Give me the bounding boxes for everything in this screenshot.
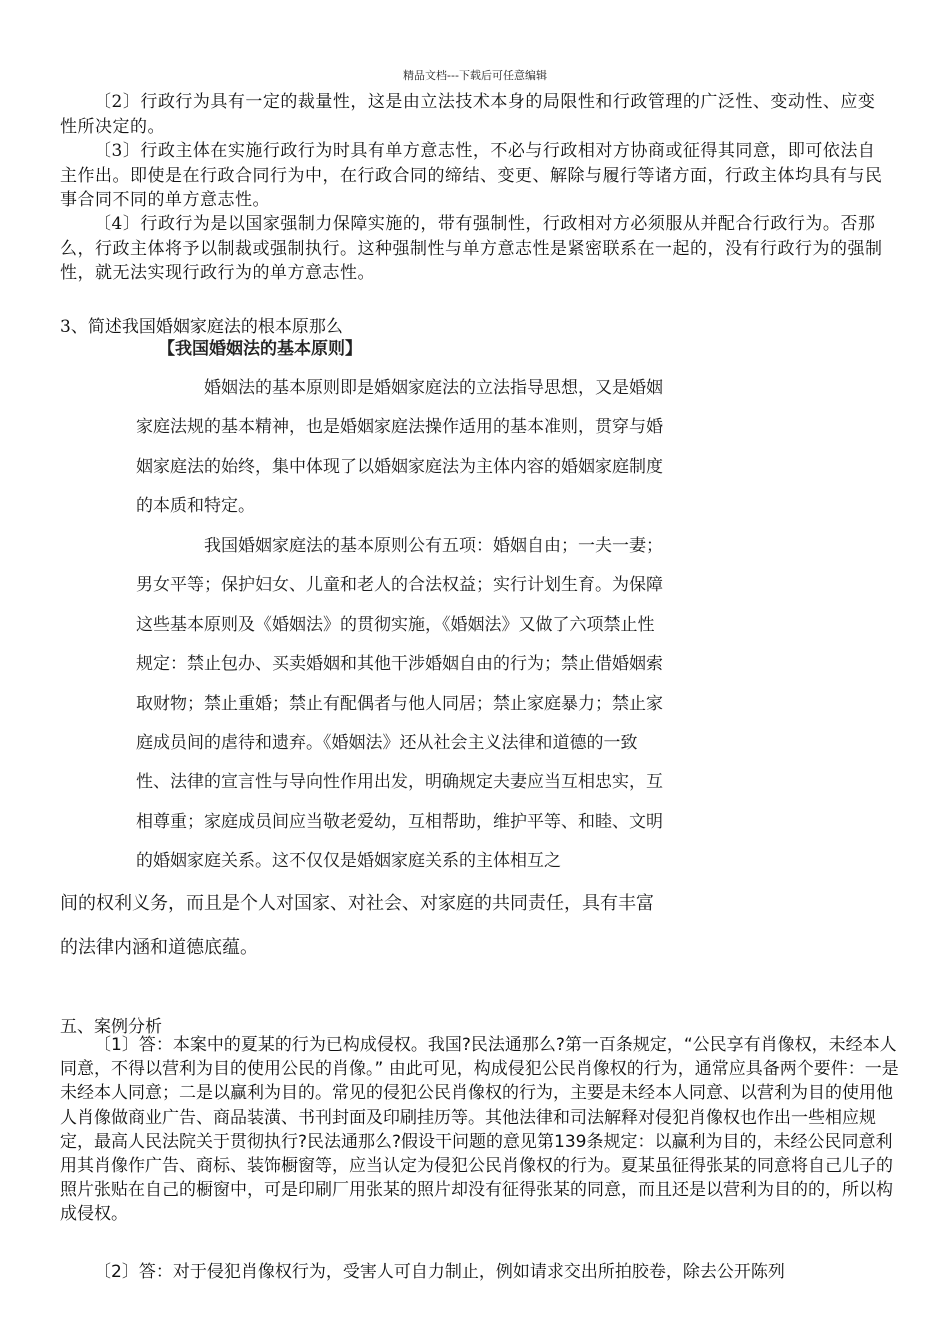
case-answer-2: 〔2〕答：对于侵犯肖像权行为，受害人可自力制止，例如请求交出所拍胶卷，除去公开陈列: [94, 1262, 785, 1282]
scanned-section-title: 【我国婚姻法的基本原则】: [158, 339, 362, 359]
paragraph-4: 〔4〕行政行为是以国家强制力保障实施的，带有强制性，行政相对方必须服从并配合行政行为。否那么，行政主体将予以制裁或强制执行。这种强制性与单方意志性是紧密联系在一起的，没有行政行为的强制性，就无法实现行政行为的单方意志性。: [60, 214, 883, 283]
paragraph-2: 〔2〕行政行为具有一定的裁量性，这是由立法技术本身的局限性和行政管理的广泛性、变动性、应变性所决定的。: [60, 92, 876, 137]
case-answer-1: 〔1〕答：本案中的夏某的行为已构成侵权。我国?民法通那么?第一百条规定，“公民享有肖像权，未经本人同意，不得以营利为目的使用公民的肖像。” 由此可见，构成侵犯公民肖像权的行为，通常应具备两个要件：一是未经本人同意；二是以赢利为目的。常见的侵犯公民肖像权的行为，主要是未经本人同意、以营利为目的使用他人肖像做商业广告、商品装潢、书刊封面及印刷挂历等。其他法律和司法解释对侵犯肖像权也作出一些相应规定，最高人民法院关于贯彻执行?民法通那么?假设干问题的意见第139条规定：以赢利为目的，未经公民同意利用其肖像作广告、商标、装饰橱窗等，应当认定为侵犯公民肖像权的行为。夏某虽征得张某的同意将自己儿子的照片张贴在自己的橱窗中，可是印刷厂用张某的照片却没有征得张某的同意，而且还是以营利为目的的，所以构成侵权。: [60, 1035, 899, 1225]
question-3-heading: 3、简述我国婚姻家庭法的根本原那么: [60, 317, 343, 337]
page-header: 精品文档---下载后可任意编辑: [403, 69, 547, 82]
scanned-paragraph-1: 婚姻法的基本原则即是婚姻家庭法的立法指导思想，又是婚姻家庭法规的基本精神，也是婚姻家庭法操作适用的基本准则，贯穿与婚姻家庭法的始终，集中体现了以婚姻家庭法为主体内容的婚姻家庭制度的本质和特定。: [136, 378, 663, 517]
section-5-heading: 五、案例分析: [60, 1017, 162, 1037]
scanned-paragraph-2: 我国婚姻家庭法的基本原则公有五项：婚姻自由；一夫一妻；男女平等；保护妇女、儿童和老人的合法权益；实行计划生育。为保障这些基本原则及《婚姻法》的贯彻实施，《婚姻法》又做了六项禁止性规定：禁止包办、买卖婚姻和其他干涉婚姻自由的行为；禁止借婚姻索取财物；禁止重婚；禁止有配偶者与他人同居；禁止家庭暴力；禁止家庭成员间的虐待和遗弃。《婚姻法》还从社会主义法律和道德的一致性、法律的宣言性与导向性作用出发，明确规定夫妻应当互相忠实，互相尊重；家庭成员间应当敬老爱幼，互相帮助，维护平等、和睦、文明的婚姻家庭关系。这不仅仅是婚姻家庭关系的主体相互之: [136, 536, 663, 872]
scanned-paragraph-3: 间的权利义务，而且是个人对国家、对社会、对家庭的共同责任，具有丰富的法律内涵和道德底蕴。: [60, 893, 654, 958]
paragraph-3: 〔3〕行政主体在实施行政行为时具有单方意志性，不必与行政相对方协商或征得其同意，即可依法自主作出。即使是在行政合同行为中，在行政合同的缔结、变更、解除与履行等诸方面，行政主体均具有与民事合同不同的单方意志性。: [60, 141, 883, 210]
